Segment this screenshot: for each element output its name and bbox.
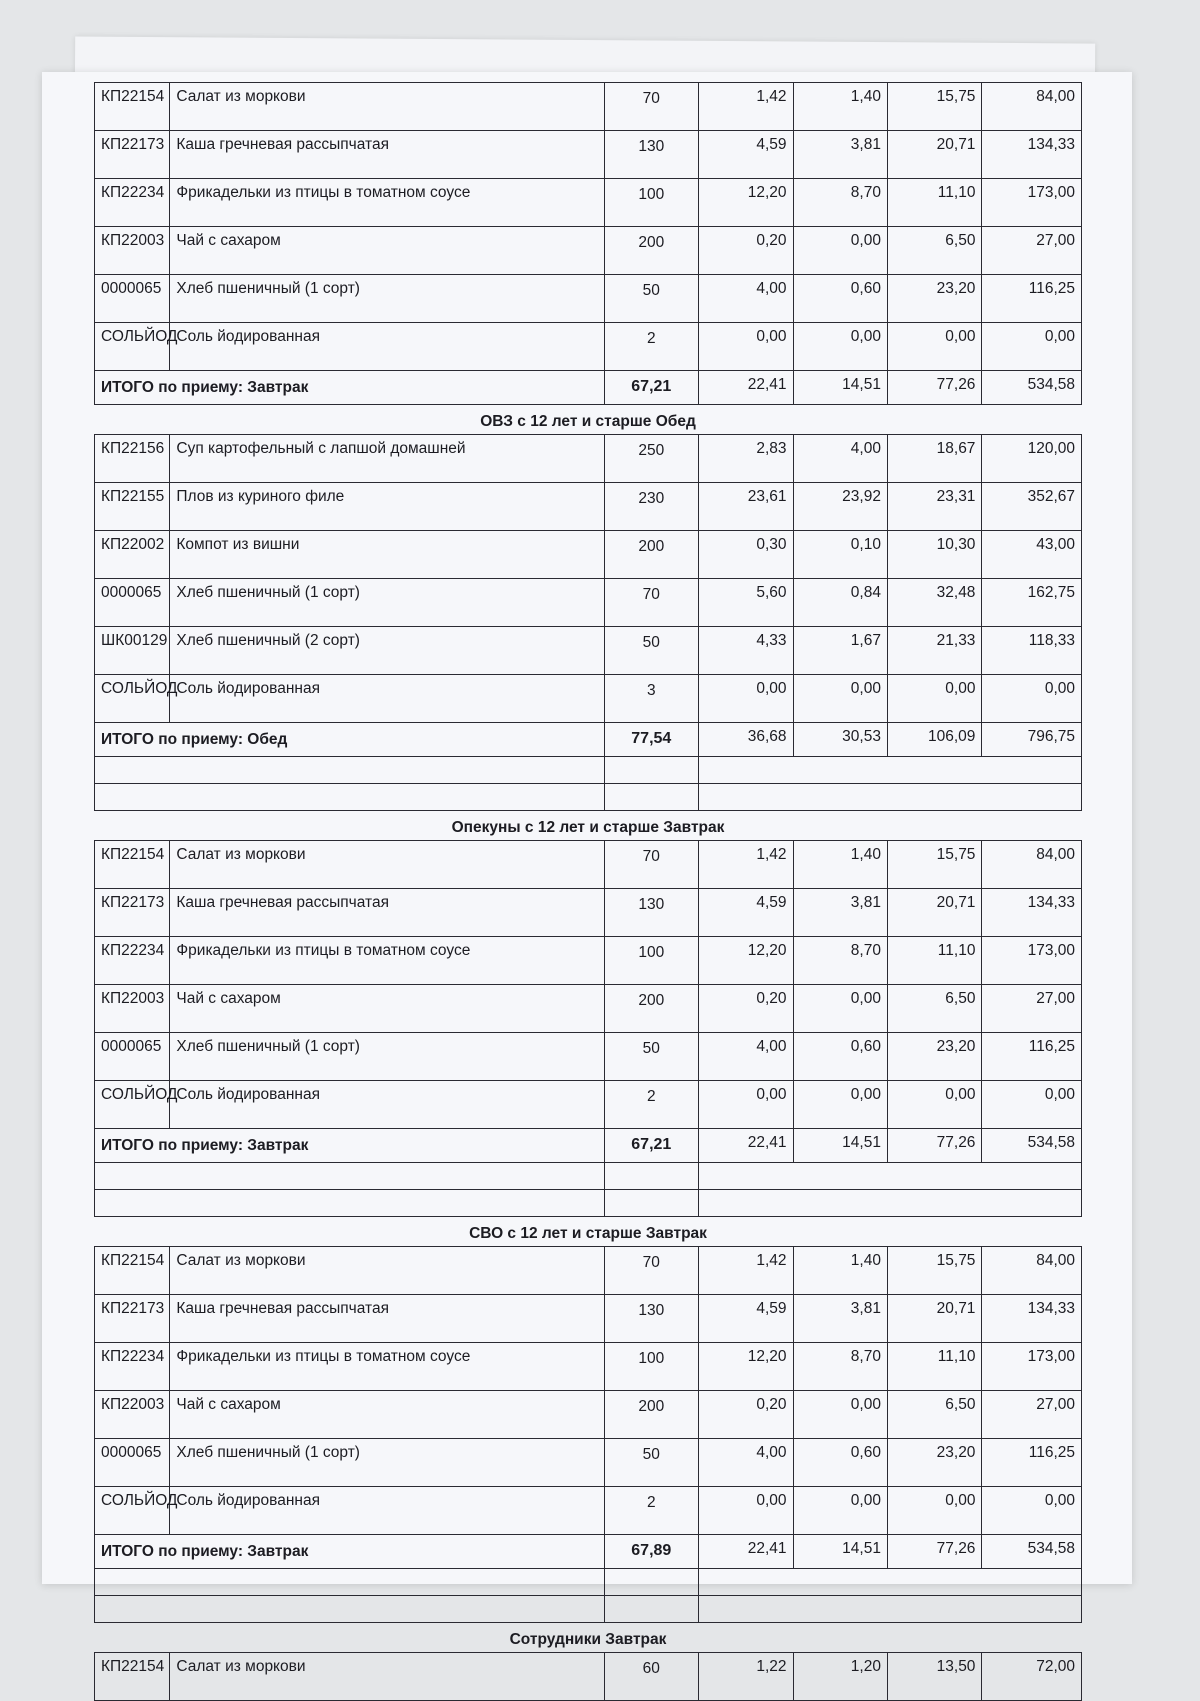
dish-value: 8,70 (793, 937, 887, 985)
dish-mass: 230 (604, 483, 698, 531)
dish-value: 0,00 (793, 1487, 887, 1535)
dish-value: 4,00 (699, 275, 793, 323)
table-row (95, 1487, 1082, 1535)
dish-value: 0,00 (699, 323, 793, 371)
dish-code: 0000065 (95, 579, 170, 627)
dish-value: 0,00 (793, 1081, 887, 1129)
dish-name: Соль йодированная (170, 675, 604, 723)
dish-mass: 130 (604, 889, 698, 937)
dish-value: 6,50 (887, 1391, 981, 1439)
dish-name: Салат из моркови (170, 841, 604, 889)
dish-value: 10,30 (887, 531, 981, 579)
menu-table (94, 434, 1082, 811)
dish-value: 5,60 (699, 579, 793, 627)
dish-name: Соль йодированная (170, 1487, 604, 1535)
total-value: 14,51 (793, 371, 887, 405)
menu-section (94, 811, 1082, 1217)
dish-value: 84,00 (982, 83, 1082, 131)
total-mass: 67,89 (604, 1535, 698, 1569)
table-row (95, 83, 1082, 131)
dish-code: 0000065 (95, 1033, 170, 1081)
dish-value: 0,00 (793, 675, 887, 723)
dish-name: Хлеб пшеничный (1 сорт) (170, 579, 604, 627)
dish-value: 0,60 (793, 275, 887, 323)
dish-value: 23,20 (887, 1033, 981, 1081)
table-row (95, 1391, 1082, 1439)
dish-name: Компот из вишни (170, 531, 604, 579)
section-title: Опекуны с 12 лет и старше Завтрак (451, 819, 725, 836)
dish-value: 43,00 (982, 531, 1082, 579)
dish-value: 0,20 (699, 227, 793, 275)
dish-name: Соль йодированная (170, 323, 604, 371)
total-mass: 67,21 (604, 371, 698, 405)
menu-table (94, 1652, 1082, 1701)
dish-code: КП22003 (95, 985, 170, 1033)
table-row (95, 275, 1082, 323)
dish-code: КП22234 (95, 1343, 170, 1391)
table-row (95, 1295, 1082, 1343)
table-row (95, 179, 1082, 227)
dish-value: 1,40 (793, 83, 887, 131)
table-row (95, 841, 1082, 889)
dish-value: 0,30 (699, 531, 793, 579)
dish-value: 118,33 (982, 627, 1082, 675)
dish-name: Хлеб пшеничный (2 сорт) (170, 627, 604, 675)
table-row (95, 675, 1082, 723)
total-label: ИТОГО по приему: Завтрак (95, 1129, 605, 1163)
menu-table (94, 840, 1082, 1217)
total-row (95, 723, 1082, 757)
dish-value: 0,00 (793, 985, 887, 1033)
dish-name: Каша гречневая рассыпчатая (170, 1295, 604, 1343)
section-title: СВО с 12 лет и старше Завтрак (469, 1225, 707, 1242)
dish-value: 134,33 (982, 889, 1082, 937)
dish-code: КП22173 (95, 131, 170, 179)
dish-value: 23,20 (887, 275, 981, 323)
dish-value: 8,70 (793, 179, 887, 227)
dish-code: КП22002 (95, 531, 170, 579)
dish-value: 6,50 (887, 985, 981, 1033)
dish-value: 15,75 (887, 83, 981, 131)
dish-value: 1,40 (793, 841, 887, 889)
table-row (95, 627, 1082, 675)
dish-value: 120,00 (982, 435, 1082, 483)
dish-value: 2,83 (699, 435, 793, 483)
dish-code: КП22173 (95, 889, 170, 937)
table-row (95, 435, 1082, 483)
dish-value: 12,20 (699, 179, 793, 227)
dish-value: 0,00 (699, 675, 793, 723)
total-value: 22,41 (699, 371, 793, 405)
dish-value: 1,42 (699, 1247, 793, 1295)
dish-value: 3,81 (793, 889, 887, 937)
menu-section (94, 1217, 1082, 1623)
dish-value: 0,00 (982, 675, 1082, 723)
dish-code: КП22154 (95, 83, 170, 131)
table-row (95, 531, 1082, 579)
dish-value: 162,75 (982, 579, 1082, 627)
dish-value: 23,31 (887, 483, 981, 531)
dish-code: СОЛЬЙОД (95, 323, 170, 371)
total-label: ИТОГО по приему: Обед (95, 723, 605, 757)
dish-value: 352,67 (982, 483, 1082, 531)
dish-value: 11,10 (887, 937, 981, 985)
dish-value: 11,10 (887, 1343, 981, 1391)
dish-value: 116,25 (982, 275, 1082, 323)
total-value: 14,51 (793, 1535, 887, 1569)
dish-value: 20,71 (887, 1295, 981, 1343)
dish-value: 84,00 (982, 841, 1082, 889)
table-row (95, 1439, 1082, 1487)
dish-value: 1,40 (793, 1247, 887, 1295)
dish-value: 0,60 (793, 1033, 887, 1081)
table-row (95, 985, 1082, 1033)
dish-mass: 70 (604, 841, 698, 889)
dish-value: 84,00 (982, 1247, 1082, 1295)
blank-row (95, 784, 1082, 811)
dish-name: Салат из моркови (170, 83, 604, 131)
dish-value: 4,00 (793, 435, 887, 483)
total-value: 22,41 (699, 1129, 793, 1163)
dish-value: 11,10 (887, 179, 981, 227)
table-row (95, 323, 1082, 371)
dish-mass: 3 (604, 675, 698, 723)
total-value: 77,26 (887, 1535, 981, 1569)
dish-name: Фрикадельки из птицы в томатном соусе (170, 1343, 604, 1391)
total-value: 77,26 (887, 371, 981, 405)
dish-value: 6,50 (887, 227, 981, 275)
dish-code: КП22234 (95, 179, 170, 227)
table-row (95, 227, 1082, 275)
dish-value: 15,75 (887, 1247, 981, 1295)
dish-value: 0,00 (793, 1391, 887, 1439)
dish-mass: 70 (604, 83, 698, 131)
dish-value: 0,00 (982, 323, 1082, 371)
dish-code: ШК00129 (95, 627, 170, 675)
dish-name: Чай с сахаром (170, 1391, 604, 1439)
dish-value: 0,00 (887, 323, 981, 371)
blank-row (95, 1190, 1082, 1217)
dish-value: 3,81 (793, 131, 887, 179)
dish-code: КП22155 (95, 483, 170, 531)
total-value: 534,58 (982, 1535, 1082, 1569)
dish-code: КП22154 (95, 1247, 170, 1295)
dish-value: 3,81 (793, 1295, 887, 1343)
dish-code: 0000065 (95, 275, 170, 323)
blank-row (95, 757, 1082, 784)
blank-row (95, 1163, 1082, 1190)
dish-value: 27,00 (982, 1391, 1082, 1439)
dish-mass: 70 (604, 1247, 698, 1295)
table-row (95, 889, 1082, 937)
table-row (95, 579, 1082, 627)
dish-value: 20,71 (887, 889, 981, 937)
dish-code: КП22154 (95, 1653, 170, 1701)
table-row (95, 1653, 1082, 1701)
dish-value: 4,00 (699, 1033, 793, 1081)
total-value: 36,68 (699, 723, 793, 757)
dish-value: 4,33 (699, 627, 793, 675)
dish-value: 4,59 (699, 1295, 793, 1343)
total-mass: 77,54 (604, 723, 698, 757)
dish-value: 23,92 (793, 483, 887, 531)
dish-value: 116,25 (982, 1439, 1082, 1487)
dish-code: КП22003 (95, 227, 170, 275)
dish-value: 23,61 (699, 483, 793, 531)
dish-value: 1,42 (699, 83, 793, 131)
dish-name: Фрикадельки из птицы в томатном соусе (170, 179, 604, 227)
dish-name: Чай с сахаром (170, 985, 604, 1033)
dish-value: 13,50 (887, 1653, 981, 1701)
dish-value: 0,84 (793, 579, 887, 627)
dish-value: 0,00 (699, 1487, 793, 1535)
table-row (95, 131, 1082, 179)
table-row (95, 1343, 1082, 1391)
dish-code: КП22156 (95, 435, 170, 483)
dish-mass: 200 (604, 1391, 698, 1439)
total-value: 106,09 (887, 723, 981, 757)
dish-value: 0,00 (887, 1487, 981, 1535)
dish-name: Плов из куриного филе (170, 483, 604, 531)
dish-value: 0,60 (793, 1439, 887, 1487)
dish-code: КП22003 (95, 1391, 170, 1439)
dish-value: 8,70 (793, 1343, 887, 1391)
dish-code: СОЛЬЙОД (95, 675, 170, 723)
menu-section (94, 405, 1082, 811)
dish-mass: 100 (604, 937, 698, 985)
dish-value: 20,71 (887, 131, 981, 179)
section-title: ОВЗ с 12 лет и старше Обед (480, 413, 696, 430)
menu-table (94, 82, 1082, 405)
dish-name: Каша гречневая рассыпчатая (170, 131, 604, 179)
dish-value: 12,20 (699, 937, 793, 985)
dish-mass: 200 (604, 985, 698, 1033)
total-value: 30,53 (793, 723, 887, 757)
dish-mass: 100 (604, 179, 698, 227)
table-row (95, 1081, 1082, 1129)
total-value: 796,75 (982, 723, 1082, 757)
dish-value: 173,00 (982, 179, 1082, 227)
dish-value: 0,10 (793, 531, 887, 579)
dish-code: СОЛЬЙОД (95, 1487, 170, 1535)
total-value: 534,58 (982, 1129, 1082, 1163)
dish-name: Салат из моркови (170, 1653, 604, 1701)
dish-name: Соль йодированная (170, 1081, 604, 1129)
dish-value: 21,33 (887, 627, 981, 675)
dish-value: 0,00 (887, 675, 981, 723)
dish-value: 0,00 (982, 1487, 1082, 1535)
dish-name: Хлеб пшеничный (1 сорт) (170, 275, 604, 323)
dish-code: 0000065 (95, 1439, 170, 1487)
total-label: ИТОГО по приему: Завтрак (95, 1535, 605, 1569)
dish-value: 0,20 (699, 1391, 793, 1439)
dish-name: Хлеб пшеничный (1 сорт) (170, 1033, 604, 1081)
dish-value: 1,42 (699, 841, 793, 889)
dish-mass: 130 (604, 131, 698, 179)
dish-value: 0,00 (982, 1081, 1082, 1129)
total-mass: 67,21 (604, 1129, 698, 1163)
dish-value: 173,00 (982, 937, 1082, 985)
dish-value: 23,20 (887, 1439, 981, 1487)
dish-value: 0,20 (699, 985, 793, 1033)
dish-mass: 2 (604, 323, 698, 371)
dish-mass: 200 (604, 531, 698, 579)
menu-content (94, 82, 1082, 1701)
dish-mass: 2 (604, 1487, 698, 1535)
dish-mass: 2 (604, 1081, 698, 1129)
dish-value: 27,00 (982, 985, 1082, 1033)
total-row (95, 1535, 1082, 1569)
dish-code: СОЛЬЙОД (95, 1081, 170, 1129)
total-value: 14,51 (793, 1129, 887, 1163)
dish-value: 134,33 (982, 131, 1082, 179)
dish-mass: 70 (604, 579, 698, 627)
dish-value: 18,67 (887, 435, 981, 483)
dish-code: КП22234 (95, 937, 170, 985)
dish-name: Чай с сахаром (170, 227, 604, 275)
menu-section (94, 1623, 1082, 1701)
dish-mass: 60 (604, 1653, 698, 1701)
dish-value: 32,48 (887, 579, 981, 627)
dish-value: 0,00 (699, 1081, 793, 1129)
dish-value: 4,59 (699, 889, 793, 937)
dish-value: 1,22 (699, 1653, 793, 1701)
dish-code: КП22154 (95, 841, 170, 889)
dish-mass: 100 (604, 1343, 698, 1391)
blank-row (95, 1569, 1082, 1596)
dish-value: 1,20 (793, 1653, 887, 1701)
dish-mass: 250 (604, 435, 698, 483)
blank-row (95, 1596, 1082, 1623)
dish-name: Хлеб пшеничный (1 сорт) (170, 1439, 604, 1487)
dish-name: Суп картофельный с лапшой домашней (170, 435, 604, 483)
menu-table (94, 1246, 1082, 1623)
total-value: 77,26 (887, 1129, 981, 1163)
table-row (95, 1033, 1082, 1081)
dish-value: 173,00 (982, 1343, 1082, 1391)
total-value: 22,41 (699, 1535, 793, 1569)
dish-value: 27,00 (982, 227, 1082, 275)
total-label: ИТОГО по приему: Завтрак (95, 371, 605, 405)
dish-value: 4,59 (699, 131, 793, 179)
dish-value: 1,67 (793, 627, 887, 675)
dish-name: Салат из моркови (170, 1247, 604, 1295)
dish-mass: 200 (604, 227, 698, 275)
total-row (95, 371, 1082, 405)
dish-name: Каша гречневая рассыпчатая (170, 889, 604, 937)
dish-value: 134,33 (982, 1295, 1082, 1343)
section-title: Сотрудники Завтрак (509, 1631, 667, 1648)
dish-value: 12,20 (699, 1343, 793, 1391)
dish-value: 0,00 (793, 323, 887, 371)
dish-value: 0,00 (887, 1081, 981, 1129)
dish-mass: 50 (604, 275, 698, 323)
menu-section (94, 82, 1082, 405)
dish-value: 0,00 (793, 227, 887, 275)
table-row (95, 937, 1082, 985)
menu-sheet (42, 72, 1132, 1677)
total-row (95, 1129, 1082, 1163)
dish-name: Фрикадельки из птицы в томатном соусе (170, 937, 604, 985)
dish-mass: 130 (604, 1295, 698, 1343)
dish-code: КП22173 (95, 1295, 170, 1343)
dish-mass: 50 (604, 627, 698, 675)
total-value: 534,58 (982, 371, 1082, 405)
dish-mass: 50 (604, 1033, 698, 1081)
table-row (95, 1247, 1082, 1295)
dish-value: 15,75 (887, 841, 981, 889)
dish-value: 4,00 (699, 1439, 793, 1487)
dish-value: 116,25 (982, 1033, 1082, 1081)
dish-value: 72,00 (982, 1653, 1082, 1701)
table-row (95, 483, 1082, 531)
dish-mass: 50 (604, 1439, 698, 1487)
